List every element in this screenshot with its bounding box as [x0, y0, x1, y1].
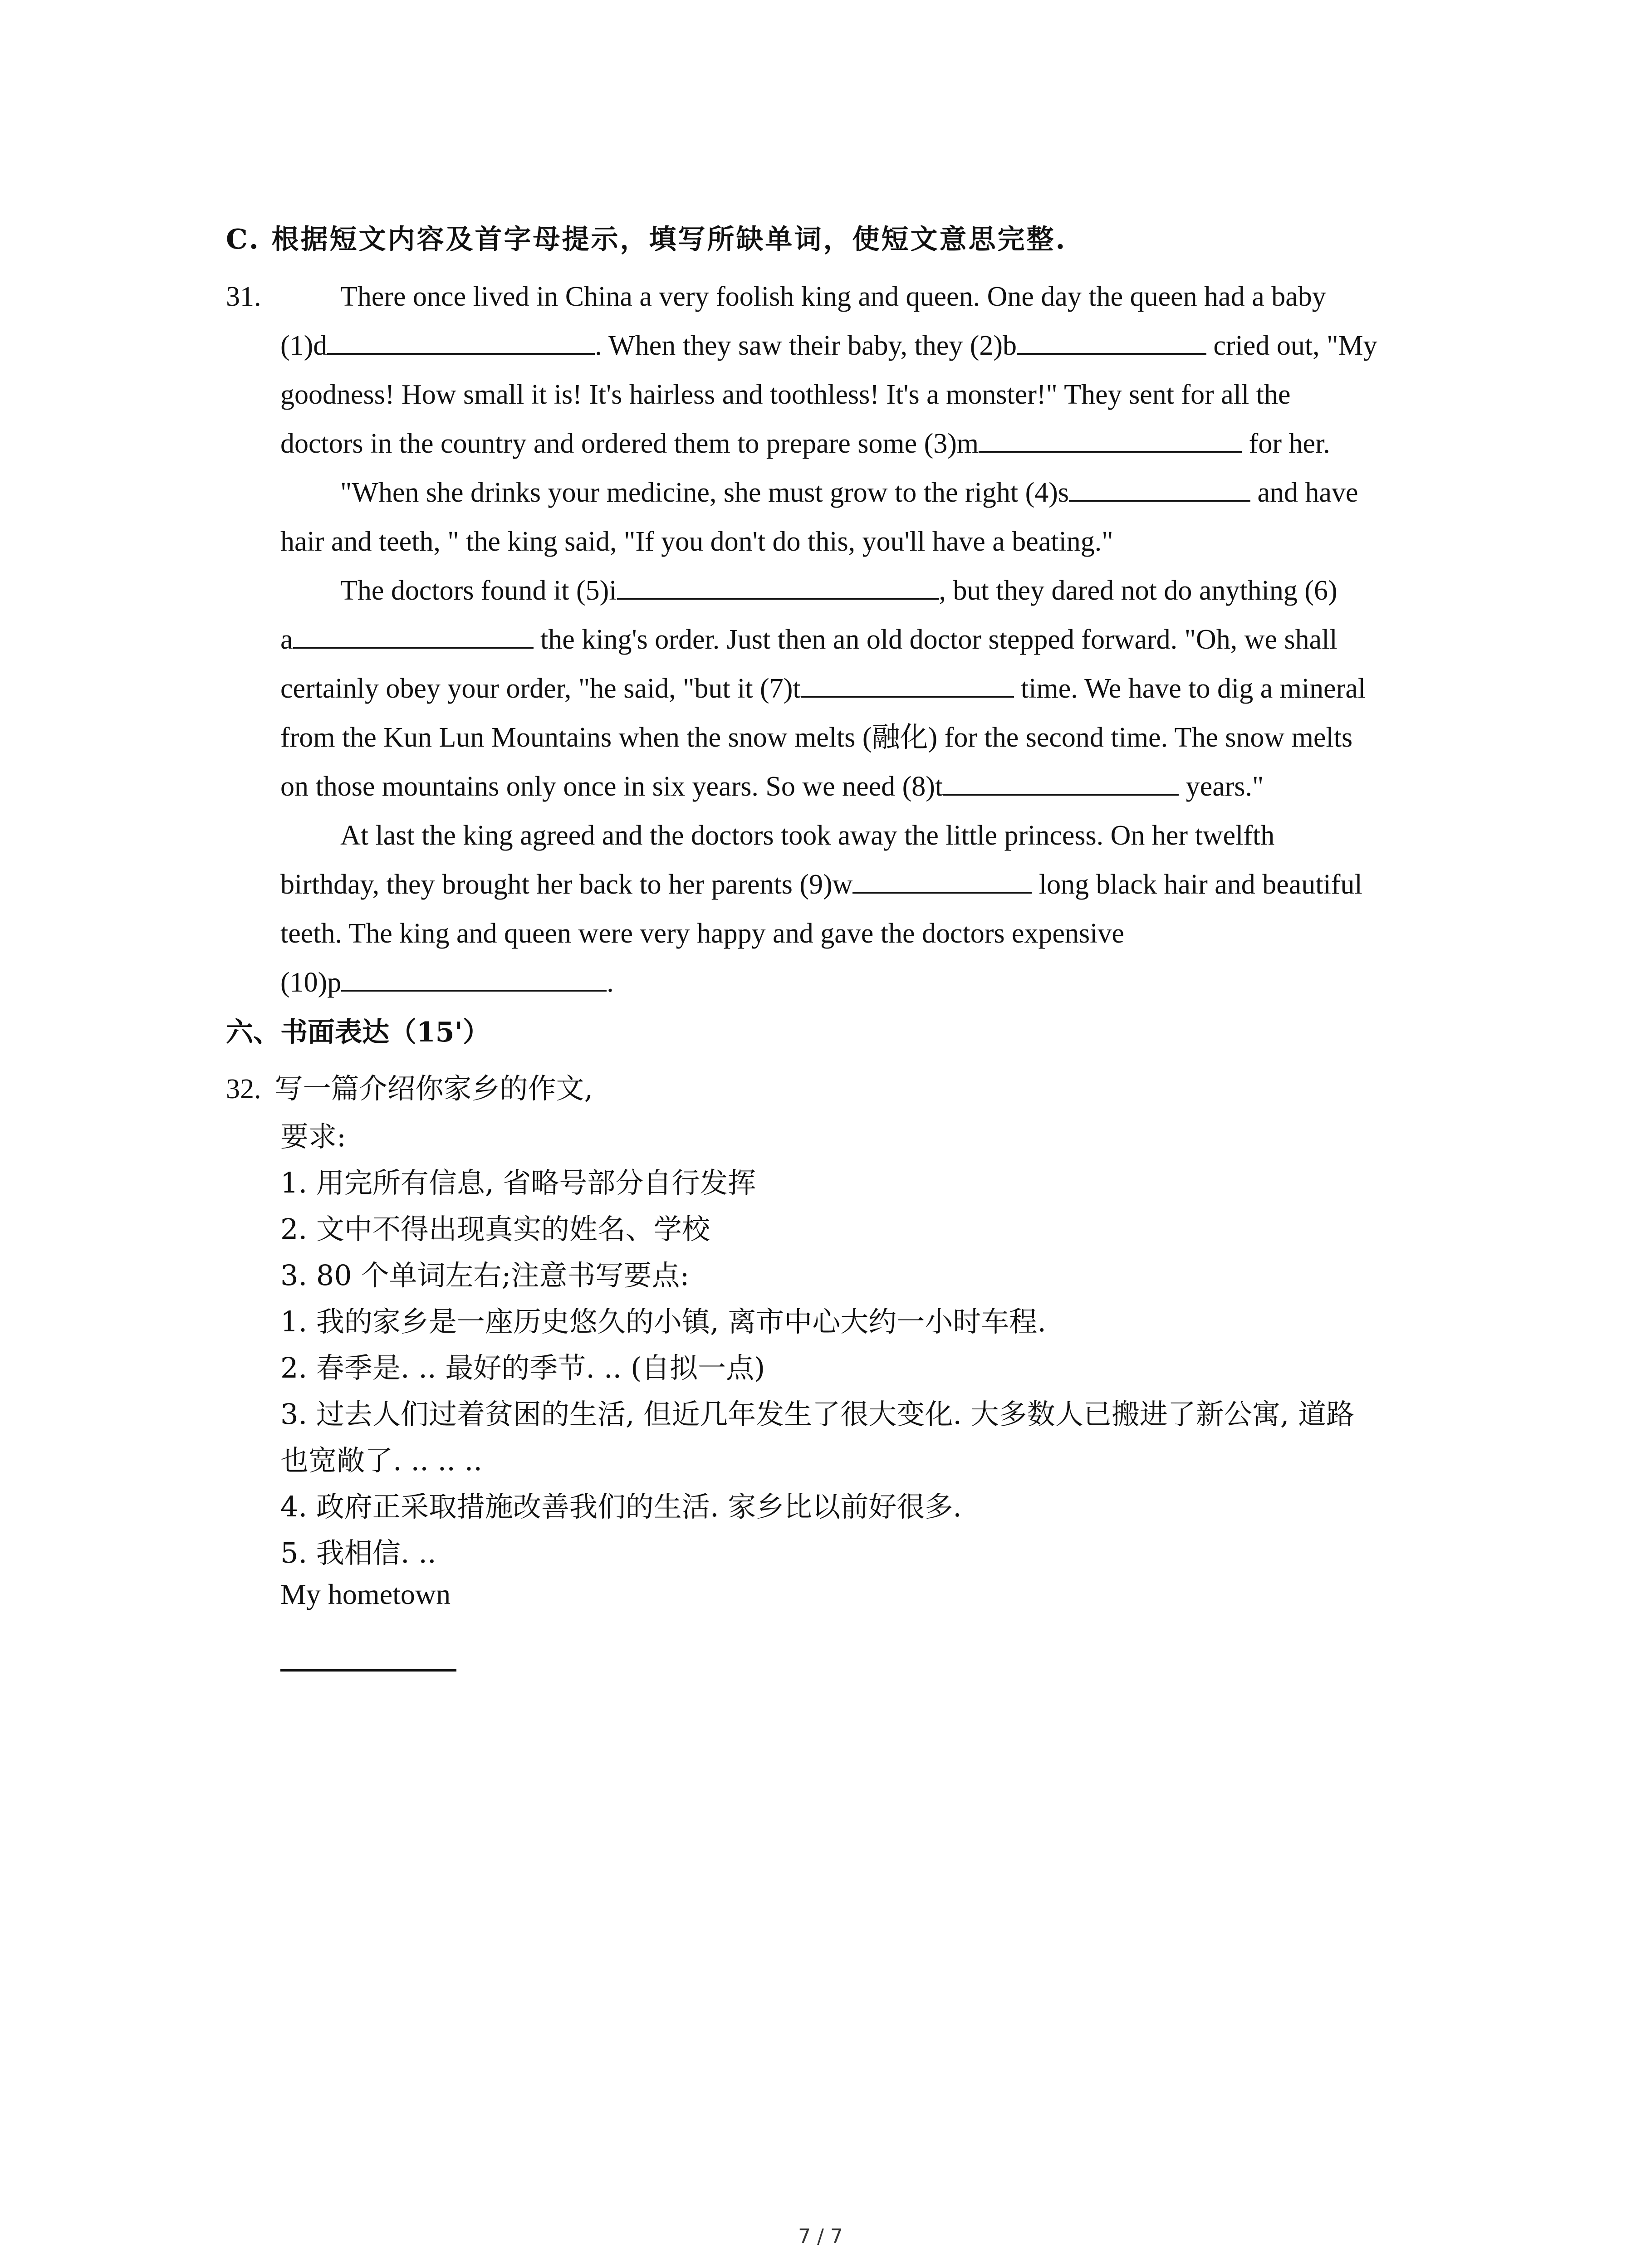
blank-10[interactable]: [341, 964, 607, 992]
passage-line-6: [280, 517, 1460, 566]
blank-6[interactable]: [293, 621, 534, 649]
blank-1[interactable]: [327, 327, 595, 355]
passage-line-2: [280, 321, 1460, 370]
requirement-line: 2. 春季是. .. 最好的季节. .. (自拟一点): [280, 1351, 765, 1384]
passage-text: certainly obey your order, "he said, "but it (7)t: [280, 673, 801, 704]
requirement-line: 1. 用完所有信息, 省略号部分自行发挥: [280, 1166, 756, 1199]
blank-8[interactable]: [943, 768, 1179, 796]
passage-text: on those mountains only once in six years. So we need (8)t: [280, 771, 943, 802]
passage-text: teeth. The king and queen were very happy and gave the doctors expensive: [280, 918, 1124, 949]
passage-line-8: [280, 615, 1460, 664]
passage-text: hair and teeth, " the king said, "If you don't do this, you'll have a beating.": [280, 526, 1113, 557]
requirement-line: 5. 我相信. ..: [280, 1536, 436, 1569]
blank-9[interactable]: [852, 866, 1032, 894]
passage-text: .: [607, 967, 614, 998]
passage-text: time. We have to dig a mineral: [1014, 673, 1366, 704]
question-32-requirements: [280, 1114, 1354, 1576]
passage-line-7: [280, 566, 1460, 615]
passage-line-5: [280, 468, 1460, 517]
question-32-number: 32.: [226, 1074, 261, 1105]
passage-line-14: [280, 909, 1460, 958]
passage-line-11: [280, 762, 1460, 811]
blank-3[interactable]: [979, 425, 1242, 453]
requirement-line: 3. 过去人们过着贫困的生活, 但近几年发生了很大变化. 大多数人已搬进了新公寓, 道路: [280, 1398, 1355, 1431]
passage-text: the king's order. Just then an old doctor stepped forward. "Oh, we shall: [533, 624, 1337, 655]
question-31-passage: [280, 272, 1460, 1007]
essay-title: My hometown: [280, 1578, 451, 1610]
essay-answer-line[interactable]: [280, 1669, 456, 1672]
passage-text: The doctors found it (5)i: [340, 575, 617, 606]
blank-7[interactable]: [801, 670, 1014, 698]
passage-text: At last the king agreed and the doctors took away the little princess. On her twelfth: [340, 820, 1275, 851]
blank-4[interactable]: [1069, 474, 1250, 502]
passage-text: cried out, "My: [1206, 330, 1377, 361]
requirement-line: 4. 政府正采取措施改善我们的生活. 家乡比以前好很多.: [280, 1490, 962, 1523]
requirement-line: 1. 我的家乡是一座历史悠久的小镇, 离市中心大约一小时车程.: [280, 1305, 1046, 1338]
requirement-line: 2. 文中不得出现真实的姓名、学校: [280, 1212, 710, 1246]
passage-text: . When they saw their baby, they (2)b: [595, 330, 1017, 361]
page-number: 7 / 7: [798, 2225, 843, 2248]
passage-line-10: [280, 713, 1460, 762]
passage-line-9: [280, 664, 1460, 713]
passage-line-3: [280, 370, 1460, 419]
blank-2[interactable]: [1017, 327, 1206, 355]
passage-text: for her.: [1242, 428, 1330, 459]
passage-text: goodness! How small it is! It's hairless and toothless! It's a monster!" They sent for all the: [280, 379, 1291, 410]
section-6-heading: 六、书面表达（15'）: [226, 1017, 490, 1048]
requirement-line: 也宽敞了. .. .. ..: [280, 1444, 483, 1477]
passage-text: There once lived in China a very foolish king and queen. One day the queen had a baby: [340, 281, 1326, 312]
passage-text: birthday, they brought her back to her parents (9)w: [280, 869, 853, 900]
question-32-prompt: 写一篇介绍你家乡的作文,: [274, 1072, 593, 1105]
passage-text: years.": [1179, 771, 1264, 802]
passage-text: "When she drinks your medicine, she must grow to the right (4)s: [340, 477, 1069, 508]
passage-line-13: [280, 860, 1460, 909]
passage-text: a: [280, 624, 293, 655]
section-c-heading: C. 根据短文内容及首字母提示，填写所缺单词，使短文意思完整.: [226, 224, 1067, 255]
passage-text: from the Kun Lun Mountains when the snow melts (融化) for the second time. The snow melts: [280, 722, 1353, 753]
passage-text: (10)p: [280, 967, 342, 998]
requirement-line: 要求:: [280, 1120, 346, 1153]
passage-text: (1)d: [280, 330, 328, 361]
passage-line-1: [280, 272, 1460, 321]
blank-5[interactable]: [617, 572, 939, 600]
passage-line-4: [280, 419, 1460, 468]
passage-line-12: [280, 811, 1460, 860]
passage-line-15: [280, 958, 1460, 1007]
question-31-number: 31.: [226, 281, 261, 312]
passage-text: doctors in the country and ordered them to prepare some (3)m: [280, 428, 979, 459]
passage-text: long black hair and beautiful: [1032, 869, 1362, 900]
passage-text: and have: [1250, 477, 1358, 508]
requirement-line: 3. 80 个单词左右;注意书写要点:: [280, 1259, 690, 1292]
passage-text: , but they dared not do anything (6): [939, 575, 1337, 606]
question-32-header: [226, 1066, 593, 1106]
